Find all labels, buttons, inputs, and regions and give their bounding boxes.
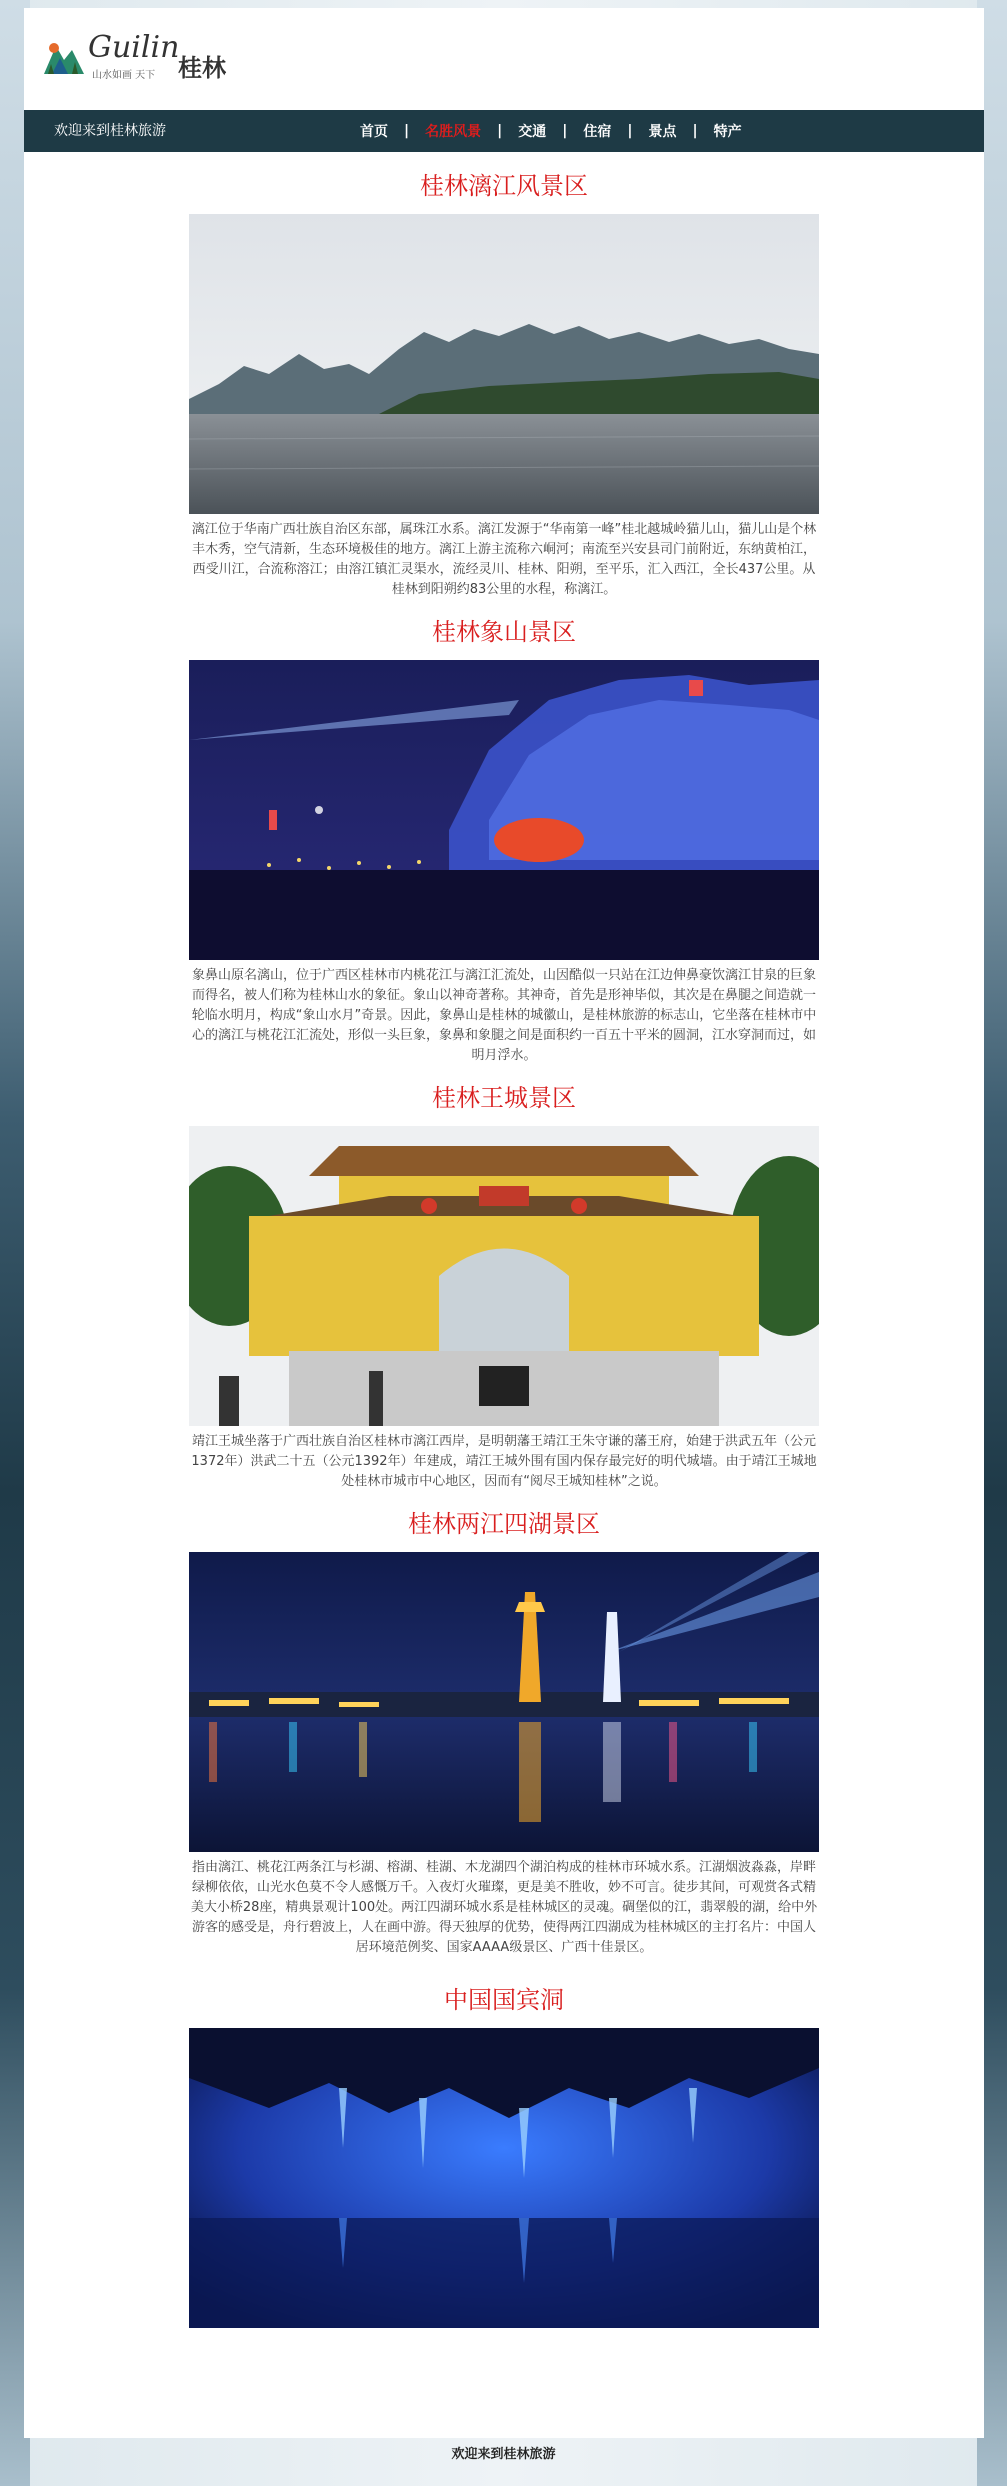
section-description: 象鼻山原名漓山，位于广西区桂林市内桃花江与漓江汇流处，山因酷似一只站在江边伸鼻豪饮漓江甘泉的巨象而得名，被人们称为桂林山水的象征。象山以神奇著称。其神奇，首先是形神毕似，其次是在鼻腿之间造就一轮临水明月，构成“象山水月”奇景。因此，象鼻山是桂林的城徽山，是桂林旅游的标志山，它坐落在桂林市中心的漓江与桃花江汇流处，形似一头巨象，象鼻和象腿之间是面积约一百五十平米的圆洞，江水穿洞而过，如明月浮水。 — [191, 968, 817, 1063]
nav-separator: | — [404, 123, 410, 139]
nav-separator: | — [562, 123, 568, 139]
section-li-river — [24, 158, 984, 600]
logo-text — [88, 30, 238, 82]
navbar — [24, 110, 984, 152]
header — [24, 8, 984, 110]
section-title: 桂林漓江风景区 — [420, 172, 588, 200]
section-royal-city — [24, 1070, 984, 1492]
section-title: 桂林两江四湖景区 — [408, 1510, 600, 1538]
nav-item-scenery[interactable]: 名胜风景 — [425, 124, 482, 140]
section-description: 漓江位于华南广西壮族自治区东部，属珠江水系。漓江发源于“华南第一峰”桂北越城岭猫儿山，猫儿山是个林丰木秀，空气清新，生态环境极佳的地方。漓江上游主流称六峒河；南流至兴安县司门前附近，东纳黄柏江，西受川江，合流称溶江；由溶江镇汇灵渠水，流经灵川、桂林、阳朔，至平乐，汇入西江，全长437公里。从桂林到阳朔约83公里的水程，称漓江。 — [191, 522, 817, 597]
nav-welcome-text: 欢迎来到桂林旅游 — [54, 123, 166, 139]
nav-item-attractions[interactable]: 景点 — [648, 124, 677, 140]
footer-text: 欢迎来到桂林旅游 — [451, 2447, 556, 2462]
section-description: 指由漓江、桃花江两条江与杉湖、榕湖、桂湖、木龙湖四个湖泊构成的桂林市环城水系。江湖烟波淼淼，岸畔绿柳依依，山光水色莫不令人感慨万千。入夜灯火璀璨，更是美不胜收，妙不可言。徒步其间，可观赏各式精美大小桥28座，精典景观计100处。两江四湖环城水系是桂林城区的灵魂。碉堡似的江，翡翠般的湖，给中外游客的感受是，舟行碧波上，人在画中游。得天独厚的优势，使得两江四湖成为桂林城区的主打名片：中国人居环境范例奖、国家AAAA级景区、广西十佳景区。 — [190, 1860, 818, 1955]
elephant-hill-photo — [189, 660, 819, 960]
section-description: 靖江王城坐落于广西壮族自治区桂林市漓江西岸，是明朝藩王靖江王朱守谦的藩王府，始建于洪武五年（公元1372年）洪武二十五（公元1392年）年建成，靖江王城外围有国内保存最完好的明代城墙。由于靖江王城地处桂林市城市中心地区，因而有“阅尽王城知桂林”之说。 — [191, 1434, 817, 1489]
logo[interactable] — [42, 30, 238, 82]
nav-item-home[interactable]: 首页 — [360, 124, 388, 140]
section-guest-cave — [24, 1972, 984, 2328]
nav-item-specialties[interactable]: 特产 — [713, 124, 742, 140]
logo-slogan: 山水如画 天下 — [92, 70, 156, 81]
section-title: 桂林王城景区 — [432, 1084, 576, 1112]
section-elephant-hill — [24, 604, 984, 1066]
logo-chinese-text: 桂林 — [178, 54, 226, 82]
nav-item-lodging[interactable]: 住宿 — [583, 124, 612, 140]
section-title: 桂林象山景区 — [432, 618, 576, 646]
page-container — [24, 8, 984, 2438]
section-two-rivers-four-lakes — [24, 1496, 984, 1958]
nav-menu — [344, 110, 758, 152]
logo-mountain-icon — [42, 38, 86, 78]
nav-separator: | — [692, 123, 698, 139]
guest-cave-photo — [189, 2028, 819, 2328]
section-title: 中国国宾洞 — [444, 1986, 564, 2014]
nav-separator: | — [627, 123, 633, 139]
nav-item-transport[interactable]: 交通 — [518, 124, 547, 140]
logo-latin-text: Guilin — [88, 30, 180, 65]
royal-city-photo — [189, 1126, 819, 1426]
two-rivers-photo — [189, 1552, 819, 1852]
nav-separator: | — [497, 123, 503, 139]
li-river-photo — [189, 214, 819, 514]
